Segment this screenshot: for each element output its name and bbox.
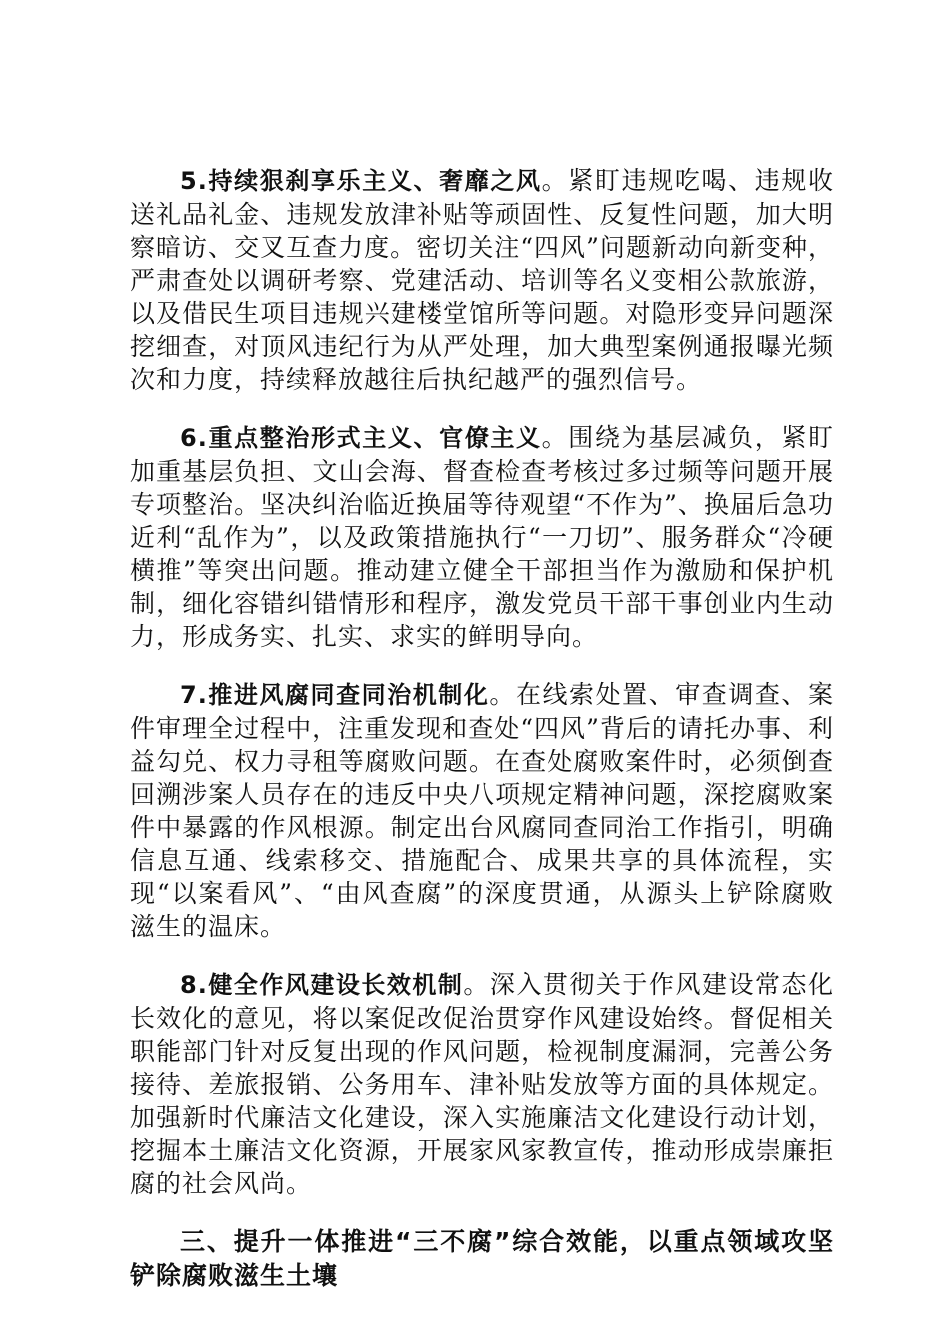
paragraph-6-lead: 6.重点整治形式主义、官僚主义 — [180, 424, 542, 452]
paragraph-6-body: 。围绕为基层减负，紧盯加重基层负担、文山会海、督查检查考核过多过频等问题开展专项整治。坚决纠治临近换届等待观望“不作为”、换届后急功近利“乱作为”，以及政策措施执行“一刀切”、服务群众“冷硬横推”等突出问题。推动建立健全干部担当作为激励和保护机制，细化容错纠错情形和程序，激发党员干部干事创业内生动力，形成务实、扎实、求实的鲜明导向。 — [130, 423, 834, 651]
paragraph-7-lead: 7.推进风腐同查同治机制化 — [180, 681, 490, 709]
paragraph-8-body: 。深入贯彻关于作风建设常态化长效化的意见，将以案促改促治贯穿作风建设始终。督促相关职能部门针对反复出现的作风问题，检视制度漏洞，完善公务接待、差旅报销、公务用车、津补贴发放等方面的具体规定。加强新时代廉洁文化建设，深入实施廉洁文化建设行动计划，挖掘本土廉洁文化资源，开展家风家教宣传，推动形成崇廉拒腐的社会风尚。 — [130, 970, 834, 1198]
paragraph-6 — [130, 421, 834, 653]
paragraph-5 — [130, 164, 834, 396]
paragraph-5-body: 。紧盯违规吃喝、违规收送礼品礼金、违规发放津补贴等顽固性、反复性问题，加大明察暗访、交叉互查力度。密切关注“四风”问题新动向新变种，严肃查处以调研考察、党建活动、培训等名义变相公款旅游，以及借民生项目违规兴建楼堂馆所等问题。对隐形变异问题深挖细查，对顶风违纪行为从严处理，加大典型案例通报曝光频次和力度，持续释放越往后执纪越严的强烈信号。 — [130, 166, 834, 394]
paragraph-5-lead: 5.持续狠刹享乐主义、奢靡之风 — [180, 167, 542, 195]
section-heading: 三、提升一体推进“三不腐”综合效能，以重点领域攻坚铲除腐败滋生土壤 — [130, 1227, 834, 1290]
paragraph-7-body: 。在线索处置、审查调查、案件审理全过程中，注重发现和查处“四风”背后的请托办事、利益勾兑、权力寻租等腐败问题。在查处腐败案件时，必须倒查回溯涉案人员存在的违反中央八项规定精神问题，深挖腐败案件中暴露的作风根源。制定出台风腐同查同治工作指引，明确信息互通、线索移交、措施配合、成果共享的具体流程，实现“以案看风”、“由风查腐”的深度贯通，从源头上铲除腐败滋生的温床。 — [130, 680, 834, 941]
paragraph-8-lead: 8.健全作风建设长效机制 — [180, 971, 464, 999]
paragraph-7 — [130, 678, 834, 943]
paragraph-8 — [130, 968, 834, 1200]
